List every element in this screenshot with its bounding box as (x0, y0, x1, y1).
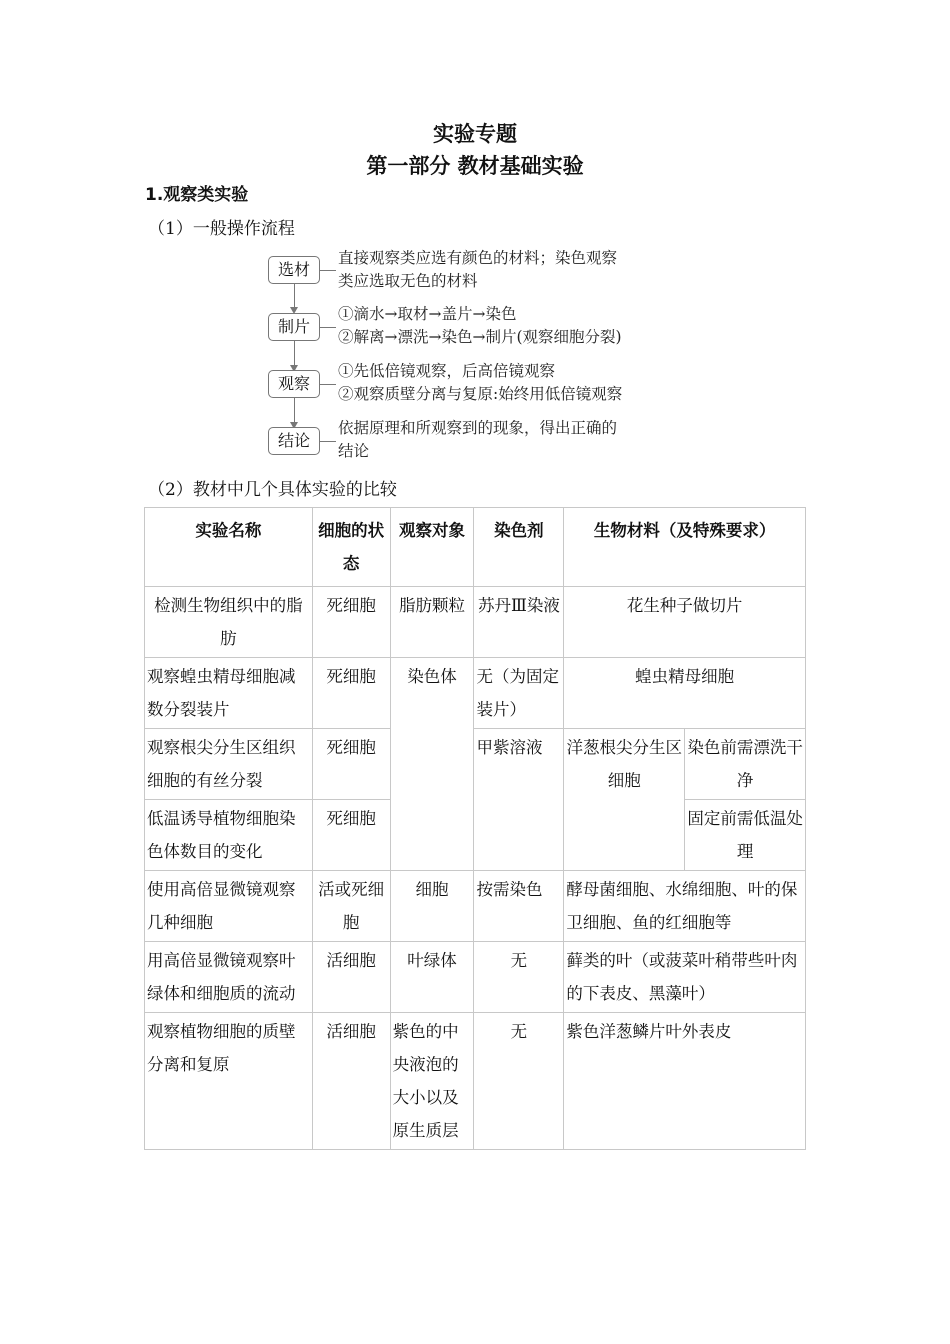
doc-title: 实验专题 (433, 122, 517, 146)
cell-dye: 无 (474, 1013, 564, 1150)
cell-name: 用高倍显微镜观察叶绿体和细胞质的流动 (145, 942, 313, 1013)
cell-state: 死细胞 (312, 587, 390, 658)
flow-diagram (265, 245, 705, 465)
cell-object: 紫色的中央液泡的大小以及原生质层 (390, 1013, 474, 1150)
header-dye: 染色剂 (474, 508, 564, 587)
cell-dye: 无 (474, 942, 564, 1013)
cell-object: 脂肪颗粒 (390, 587, 474, 658)
flow-step-make-slide: 制片 (268, 313, 320, 341)
cell-material: 藓类的叶（或菠菜叶稍带些叶肉的下表皮、黑藻叶） (564, 942, 806, 1013)
cell-name: 检测生物组织中的脂肪 (145, 587, 313, 658)
table-row (145, 658, 806, 729)
table-row (145, 942, 806, 1013)
flow-step-conclusion: 结论 (268, 427, 320, 455)
cell-state: 死细胞 (312, 800, 390, 871)
cell-dye: 按需染色 (474, 871, 564, 942)
cell-requirement: 染色前需漂洗干净 (685, 729, 806, 800)
cell-material: 花生种子做切片 (564, 587, 806, 658)
cell-name: 使用高倍显微镜观察几种细胞 (145, 871, 313, 942)
experiment-comparison-table (144, 507, 806, 1150)
flow-step-observe: 观察 (268, 370, 320, 398)
header-cell-state: 细胞的状态 (312, 508, 390, 587)
cell-material: 紫色洋葱鳞片叶外表皮 (564, 1013, 806, 1150)
section-heading: 1.观察类实验 (145, 185, 249, 205)
subheading-comparison: （2）教材中几个具体实验的比较 (148, 480, 397, 500)
cell-name: 观察根尖分生区组织细胞的有丝分裂 (145, 729, 313, 800)
cell-state: 活或死细胞 (312, 871, 390, 942)
cell-name: 观察植物细胞的质壁分离和复原 (145, 1013, 313, 1150)
header-experiment-name: 实验名称 (145, 508, 313, 587)
flow-step-select-material: 选材 (268, 256, 320, 284)
cell-material: 蝗虫精母细胞 (564, 658, 806, 729)
cell-state: 活细胞 (312, 942, 390, 1013)
subheading-flow: （1）一般操作流程 (148, 219, 295, 239)
table-row (145, 587, 806, 658)
cell-dye: 无（为固定装片） (474, 658, 564, 729)
table-row (145, 729, 806, 800)
header-observed-object: 观察对象 (390, 508, 474, 587)
flow-desc-make-slide: ①滴水→取材→盖片→染色 ②解离→漂洗→染色→制片(观察细胞分裂) (338, 305, 622, 346)
cell-material: 酵母菌细胞、水绵细胞、叶的保卫细胞、鱼的红细胞等 (564, 871, 806, 942)
doc-subtitle: 第一部分 教材基础实验 (366, 154, 584, 178)
table-row (145, 871, 806, 942)
cell-state: 死细胞 (312, 658, 390, 729)
flow-desc-conclusion: 依据原理和所观察到的现象，得出正确的 结论 (338, 419, 618, 460)
cell-state: 活细胞 (312, 1013, 390, 1150)
flow-desc-observe: ①先低倍镜观察，后高倍镜观察 ②观察质壁分离与复原:始终用低倍镜观察 (338, 362, 623, 403)
cell-dye: 甲紫溶液 (474, 729, 564, 871)
cell-material: 洋葱根尖分生区细胞 (564, 729, 685, 871)
table-header-row (145, 508, 806, 587)
flow-desc-select-material: 直接观察类应选有颜色的材料；染色观察 类应选取无色的材料 (338, 249, 618, 290)
cell-requirement: 固定前需低温处理 (685, 800, 806, 871)
cell-name: 观察蝗虫精母细胞减数分裂装片 (145, 658, 313, 729)
cell-name: 低温诱导植物细胞染色体数目的变化 (145, 800, 313, 871)
cell-object: 染色体 (390, 658, 474, 871)
cell-dye: 苏丹Ⅲ染液 (474, 587, 564, 658)
cell-object: 叶绿体 (390, 942, 474, 1013)
cell-state: 死细胞 (312, 729, 390, 800)
header-material: 生物材料（及特殊要求） (564, 508, 806, 587)
table-row (145, 1013, 806, 1150)
cell-object: 细胞 (390, 871, 474, 942)
